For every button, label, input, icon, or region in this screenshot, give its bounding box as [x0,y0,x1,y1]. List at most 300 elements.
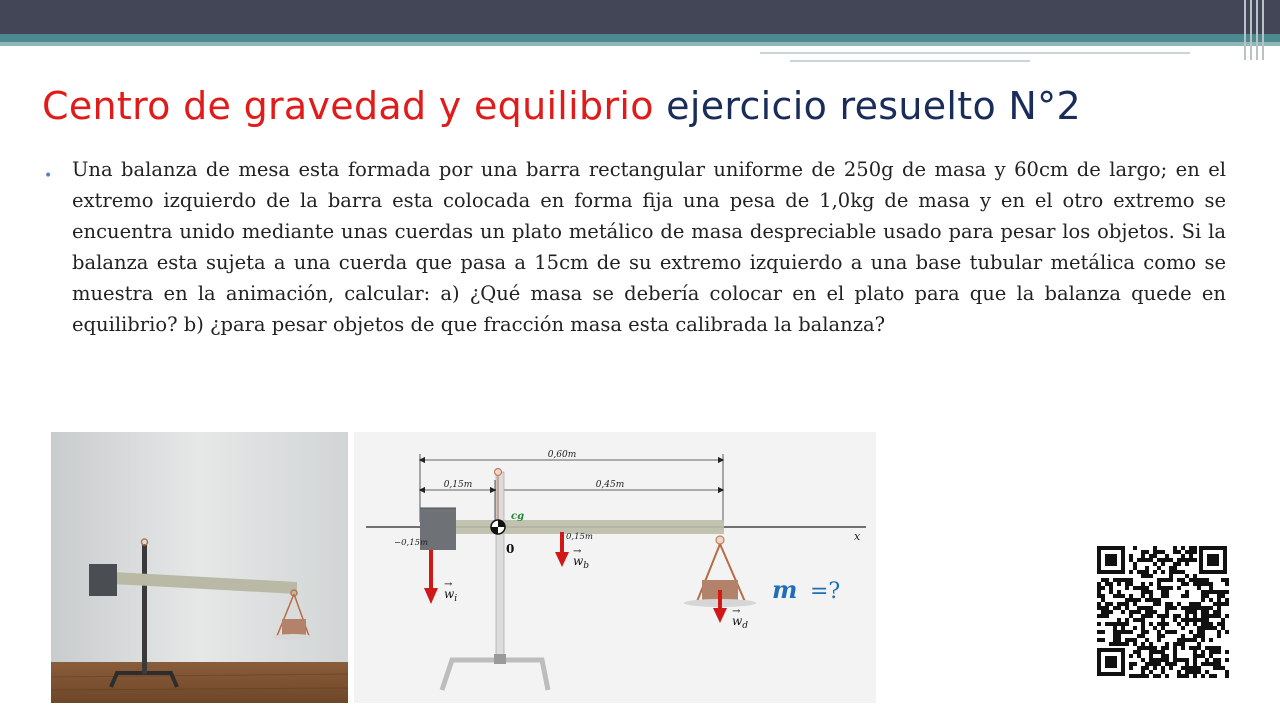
qr-module [1145,570,1149,574]
qr-module [1101,638,1105,642]
qr-module [1169,630,1173,634]
qr-module [1145,606,1149,610]
qr-module [1161,634,1165,638]
qr-module [1185,638,1189,642]
qr-module [1225,650,1229,654]
qr-module [1161,666,1165,670]
qr-module [1149,594,1153,598]
qr-module [1153,658,1157,662]
qr-module [1193,650,1197,654]
qr-module [1217,650,1221,654]
qr-module [1109,582,1113,586]
qr-module [1153,570,1157,574]
qr-module [1173,614,1177,618]
qr-module [1217,658,1221,662]
qr-module [1193,602,1197,606]
qr-module [1197,642,1201,646]
qr-module [1161,594,1165,598]
qr-module [1141,658,1145,662]
qr-module [1149,654,1153,658]
qr-module [1133,662,1137,666]
qr-module [1173,550,1177,554]
qr-module [1137,634,1141,638]
qr-module [1157,598,1161,602]
qr-module [1125,586,1129,590]
qr-module [1153,554,1157,558]
qr-module [1185,658,1189,662]
force-wi-label: $w_i$ [444,587,458,604]
qr-module [1149,622,1153,626]
qr-module [1213,666,1217,670]
vector-arrow-icon: → [573,546,582,557]
qr-module [1149,598,1153,602]
qr-module [1121,622,1125,626]
qr-module [1201,662,1205,666]
qr-module [1157,638,1161,642]
qr-module [1201,590,1205,594]
qr-module [1205,626,1209,630]
qr-module [1133,586,1137,590]
qr-module [1157,622,1161,626]
qr-module [1197,602,1201,606]
bullet-dot: • [44,168,53,184]
qr-module [1097,586,1101,590]
qr-module [1133,626,1137,630]
qr-module [1113,638,1117,642]
qr-module [1165,658,1169,662]
qr-module [1141,618,1145,622]
top-stripe-light [0,42,1280,46]
qr-module [1133,642,1137,646]
qr-code [1095,544,1229,678]
qr-module [1225,578,1229,582]
qr-module [1189,666,1193,670]
qr-module [1153,610,1157,614]
qr-module [1157,650,1161,654]
qr-module [1165,602,1169,606]
qr-module [1165,558,1169,562]
qr-module [1181,618,1185,622]
qr-module [1165,606,1169,610]
qr-module [1173,618,1177,622]
qr-module [1209,586,1213,590]
qr-module [1137,606,1141,610]
qr-module [1141,570,1145,574]
qr-module [1145,574,1149,578]
qr-module [1217,630,1221,634]
qr-module [1225,582,1229,586]
qr-module [1161,558,1165,562]
qr-module [1205,670,1209,674]
qr-module [1197,618,1201,622]
qr-module [1125,582,1129,586]
qr-module [1125,642,1129,646]
qr-module [1141,646,1145,650]
qr-module [1193,666,1197,670]
qr-module [1129,614,1133,618]
qr-module [1149,574,1153,578]
dim-left-label: 0,15m [443,480,473,490]
vector-arrow-icon: → [732,606,741,617]
qr-module [1177,602,1181,606]
axis-x-label: x [854,530,861,543]
qr-module [1217,666,1221,670]
qr-module [1129,674,1133,678]
qr-module [1133,610,1137,614]
qr-module [1169,666,1173,670]
qr-module [1209,626,1213,630]
qr-module [1161,570,1165,574]
qr-module [1109,602,1113,606]
qr-module [1201,626,1205,630]
qr-module [1217,634,1221,638]
qr-module [1225,598,1229,602]
qr-module [1149,662,1153,666]
qr-module [1141,590,1145,594]
qr-module [1197,654,1201,658]
decor-line [790,60,1030,62]
qr-module [1189,646,1193,650]
qr-module [1205,594,1209,598]
qr-module [1141,634,1145,638]
qr-module [1165,590,1169,594]
top-stripe [0,34,1280,42]
top-bar [0,0,1280,34]
decor-vline [1262,0,1264,60]
qr-module [1181,546,1185,550]
qr-module [1225,670,1229,674]
qr-module [1169,578,1173,582]
qr-module [1157,582,1161,586]
qr-module [1117,634,1121,638]
qr-module [1189,550,1193,554]
qr-module [1133,674,1137,678]
qr-module [1193,606,1197,610]
qr-module [1133,562,1137,566]
qr-module [1201,582,1205,586]
qr-module [1165,610,1169,614]
qr-module [1209,654,1213,658]
qr-module [1185,590,1189,594]
qr-module [1101,630,1105,634]
qr-module [1205,646,1209,650]
qr-module [1121,630,1125,634]
qr-module [1157,662,1161,666]
qr-module [1149,610,1153,614]
qr-module [1185,622,1189,626]
qr-module [1205,618,1209,622]
decor-vline [1244,0,1246,60]
qr-module [1217,610,1221,614]
qr-module [1177,570,1181,574]
qr-module [1213,602,1217,606]
qr-module [1185,558,1189,562]
qr-module [1177,558,1181,562]
qr-module [1125,630,1129,634]
qr-module [1145,614,1149,618]
qr-module [1137,598,1141,602]
qr-module [1097,614,1101,618]
qr-module [1125,606,1129,610]
qr-module [1201,650,1205,654]
qr-module [1193,610,1197,614]
qr-module [1129,662,1133,666]
qr-module [1097,602,1101,606]
qr-module [1189,618,1193,622]
qr-module [1157,558,1161,562]
qr-module [1165,594,1169,598]
qr-module [1197,606,1201,610]
qr-module [1121,578,1125,582]
qr-module [1149,606,1153,610]
qr-module [1169,570,1173,574]
decor-vline [1256,0,1258,60]
qr-module [1185,614,1189,618]
qr-module [1149,650,1153,654]
qr-module [1141,558,1145,562]
qr-module [1201,614,1205,618]
qr-module [1117,630,1121,634]
qr-module [1149,590,1153,594]
qr-module [1137,558,1141,562]
qr-module [1125,618,1129,622]
qr-module [1113,642,1117,646]
qr-module [1153,546,1157,550]
qr-module [1209,622,1213,626]
qr-module [1185,594,1189,598]
qr-module [1129,638,1133,642]
qr-module [1137,646,1141,650]
qr-module [1177,586,1181,590]
qr-module [1189,578,1193,582]
qr-module [1197,582,1201,586]
qr-module [1141,622,1145,626]
qr-module [1205,606,1209,610]
qr-module [1225,630,1229,634]
balance-photo [51,432,348,703]
qr-module [1133,618,1137,622]
qr-module [1165,614,1169,618]
qr-module [1141,614,1145,618]
qr-module [1125,598,1129,602]
qr-module [1145,586,1149,590]
qr-module [1141,554,1145,558]
qr-module [1161,550,1165,554]
qr-module [1125,638,1129,642]
qr-module [1161,650,1165,654]
qr-module [1197,646,1201,650]
qr-module [1205,590,1209,594]
qr-module [1145,566,1149,570]
qr-module [1153,662,1157,666]
qr-module [1197,634,1201,638]
qr-module [1189,610,1193,614]
mid-position-label: 0,15m [566,532,593,542]
qr-module [1153,602,1157,606]
qr-module [1165,630,1169,634]
qr-module [1165,554,1169,558]
qr-module [1185,618,1189,622]
qr-module [1153,674,1157,678]
qr-module [1161,622,1165,626]
qr-module [1189,630,1193,634]
qr-module [1137,654,1141,658]
qr-module [1193,646,1197,650]
qr-module [1189,606,1193,610]
qr-module [1133,566,1137,570]
qr-module [1157,630,1161,634]
qr-module [1141,630,1145,634]
qr-module [1121,626,1125,630]
qr-module [1129,610,1133,614]
qr-module [1181,646,1185,650]
qr-module [1113,578,1117,582]
qr-module [1161,578,1165,582]
qr-module [1137,674,1141,678]
qr-module [1217,622,1221,626]
qr-module [1157,578,1161,582]
qr-module [1169,574,1173,578]
qr-module [1097,638,1101,642]
qr-module [1201,654,1205,658]
qr-module [1201,638,1205,642]
qr-module [1133,650,1137,654]
qr-module [1173,566,1177,570]
qr-module [1193,634,1197,638]
qr-module [1205,662,1209,666]
qr-module [1109,622,1113,626]
qr-module [1137,610,1141,614]
qr-module [1185,610,1189,614]
qr-module [1113,622,1117,626]
qr-module [1149,582,1153,586]
qr-module [1113,634,1117,638]
qr-module [1201,618,1205,622]
decor-line [760,52,1190,54]
qr-module [1145,674,1149,678]
qr-module [1109,610,1113,614]
qr-module [1097,630,1101,634]
qr-module [1213,646,1217,650]
qr-module [1161,658,1165,662]
qr-module [1145,610,1149,614]
qr-module [1145,646,1149,650]
qr-module [1173,662,1177,666]
qr-module [1209,646,1213,650]
qr-module [1193,550,1197,554]
qr-module [1201,610,1205,614]
qr-module [1225,602,1229,606]
qr-module [1209,674,1213,678]
qr-module [1221,618,1225,622]
qr-module [1181,634,1185,638]
qr-module [1113,630,1117,634]
qr-module [1125,578,1129,582]
qr-module [1197,666,1201,670]
qr-module [1193,670,1197,674]
mass-question: =? [810,579,841,604]
title-part-blue: ejercicio resuelto N°2 [666,84,1081,128]
qr-module [1149,642,1153,646]
qr-module [1165,654,1169,658]
qr-module [1117,594,1121,598]
qr-module [1173,642,1177,646]
qr-module [1157,586,1161,590]
free-body-diagram [354,432,876,703]
qr-module [1097,594,1101,598]
qr-module [1193,546,1197,550]
qr-module [1157,634,1161,638]
qr-module [1101,610,1105,614]
qr-module [1217,614,1221,618]
qr-module [1157,602,1161,606]
qr-module [1157,674,1161,678]
dim-right-label: 0,45m [595,480,625,490]
qr-module [1169,586,1173,590]
qr-module [1109,590,1113,594]
qr-module [1105,610,1109,614]
qr-module [1185,662,1189,666]
qr-module [1185,674,1189,678]
qr-module [1165,646,1169,650]
qr-module [1177,614,1181,618]
qr-module [1177,578,1181,582]
qr-module [1121,602,1125,606]
qr-module [1149,646,1153,650]
qr-module [1117,642,1121,646]
qr-module [1153,650,1157,654]
qr-module [1097,606,1101,610]
qr-module [1165,578,1169,582]
qr-module [1221,622,1225,626]
qr-module [1141,642,1145,646]
qr-module [1189,546,1193,550]
qr-module [1145,598,1149,602]
qr-module [1117,602,1121,606]
qr-module [1201,578,1205,582]
qr-module [1177,562,1181,566]
qr-module [1177,622,1181,626]
qr-module [1185,606,1189,610]
qr-module [1133,602,1137,606]
qr-module [1209,606,1213,610]
qr-module [1097,590,1101,594]
qr-module [1169,662,1173,666]
qr-module [1129,578,1133,582]
qr-module [1125,622,1129,626]
qr-module [1221,602,1225,606]
qr-module [1121,594,1125,598]
qr-module [1193,622,1197,626]
qr-module [1129,594,1133,598]
qr-module [1213,650,1217,654]
slide-title [42,84,1081,128]
qr-module [1181,674,1185,678]
qr-module [1161,646,1165,650]
qr-module [1141,574,1145,578]
qr-module [1129,558,1133,562]
qr-module [1193,578,1197,582]
qr-module [1173,562,1177,566]
qr-module [1213,590,1217,594]
qr-module [1145,662,1149,666]
qr-module [1221,594,1225,598]
qr-module [1101,594,1105,598]
title-part-red: Centro de gravedad y equilibrio [42,84,654,128]
qr-module [1177,638,1181,642]
qr-module [1165,622,1169,626]
qr-module [1117,618,1121,622]
